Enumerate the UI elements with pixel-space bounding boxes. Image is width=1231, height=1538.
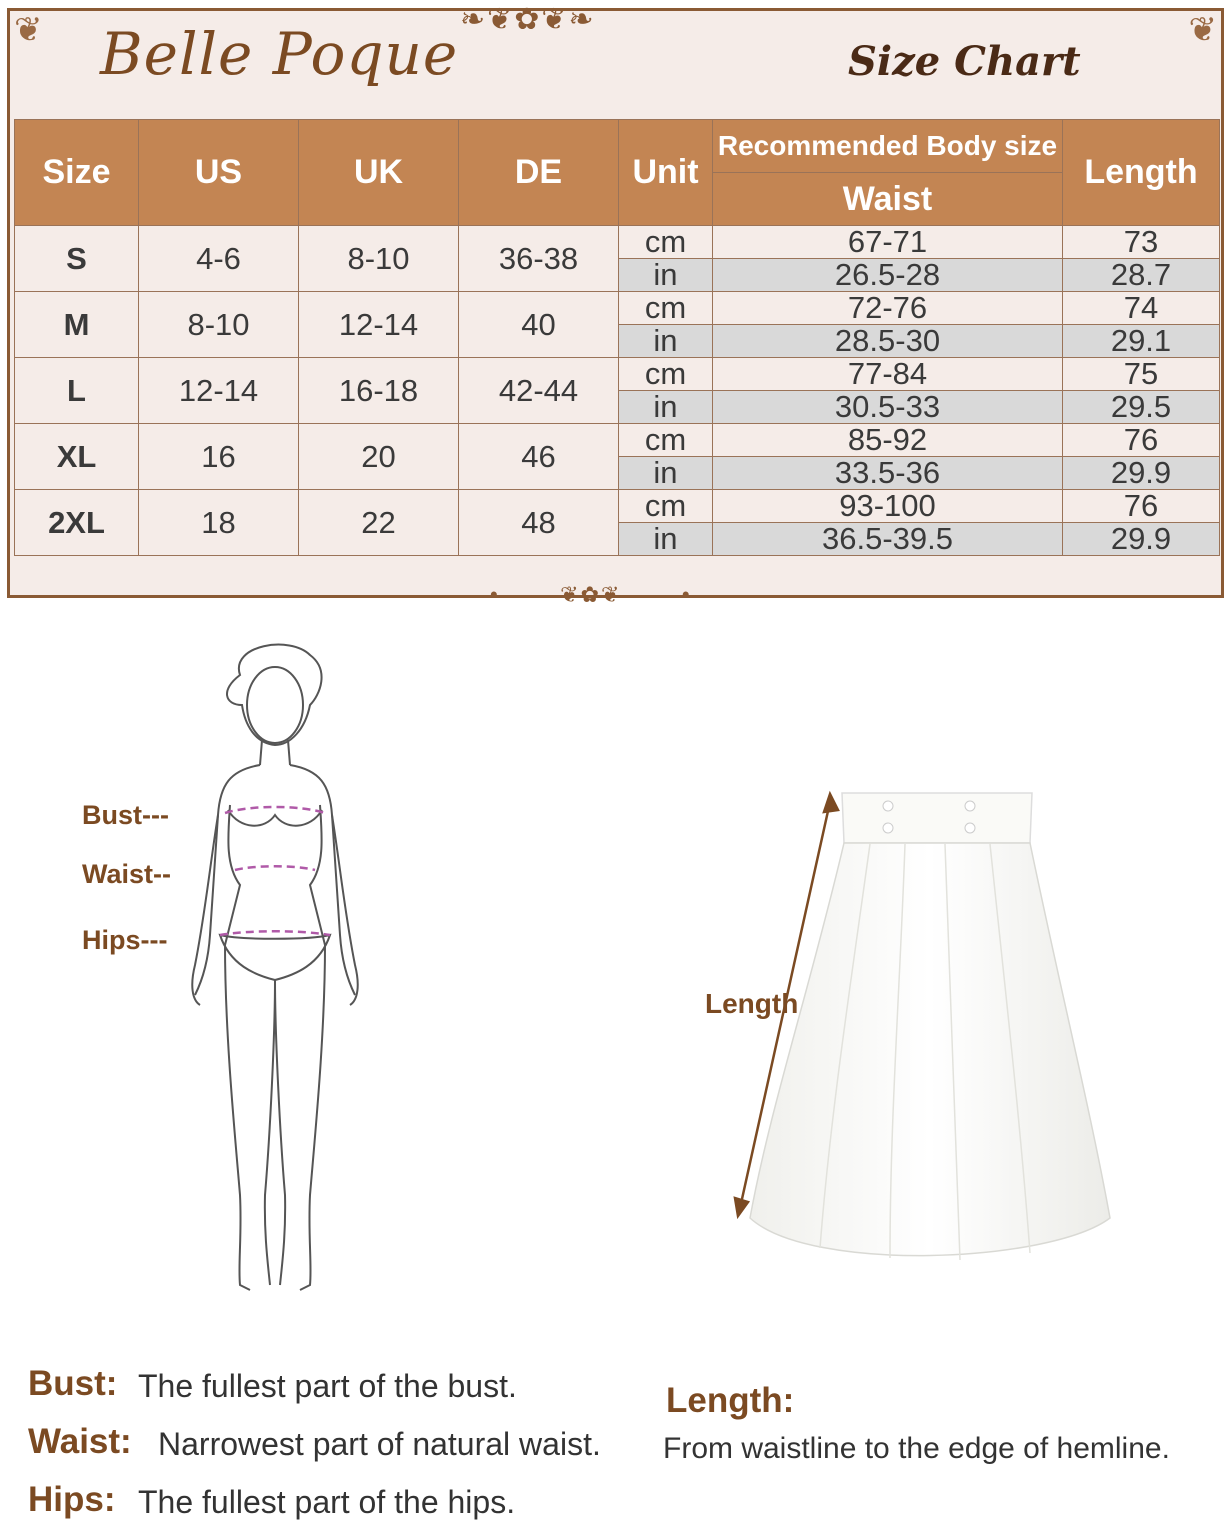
waist-cell: 36.5-39.5 <box>713 523 1063 556</box>
header-uk: UK <box>299 120 459 226</box>
unit-cell: in <box>619 325 713 358</box>
size-cell: S <box>15 226 139 292</box>
bust-term: Bust: <box>28 1364 118 1403</box>
bust-definition: The fullest part of the bust. <box>138 1368 517 1404</box>
length-cell: 75 <box>1063 358 1220 391</box>
length-cell: 73 <box>1063 226 1220 259</box>
unit-cell: in <box>619 457 713 490</box>
uk-cell: 8-10 <box>299 226 459 292</box>
us-cell: 12-14 <box>139 358 299 424</box>
uk-cell: 16-18 <box>299 358 459 424</box>
unit-cell: cm <box>619 358 713 391</box>
hips-term: Hips: <box>28 1480 116 1519</box>
waist-cell: 77-84 <box>713 358 1063 391</box>
unit-cell: cm <box>619 292 713 325</box>
header-recommended-body-size: Recommended Body size <box>713 120 1063 173</box>
length-cell: 76 <box>1063 490 1220 523</box>
length-label: Length <box>705 988 799 1019</box>
uk-cell: 12-14 <box>299 292 459 358</box>
uk-cell: 22 <box>299 490 459 556</box>
bust-label: Bust--- <box>82 800 169 830</box>
corner-ornament-left-icon: ❦ <box>14 11 43 49</box>
table-row <box>15 424 1220 457</box>
length-cell: 74 <box>1063 292 1220 325</box>
size-cell: 2XL <box>15 490 139 556</box>
bottom-flourish-icon: • - - - ❦✿❦ - - - • <box>490 582 692 607</box>
table-row <box>15 226 1220 259</box>
header-waist: Waist <box>713 173 1063 226</box>
unit-cell: cm <box>619 490 713 523</box>
header-us: US <box>139 120 299 226</box>
us-cell: 4-6 <box>139 226 299 292</box>
waist-cell: 28.5-30 <box>713 325 1063 358</box>
unit-cell: in <box>619 259 713 292</box>
us-cell: 8-10 <box>139 292 299 358</box>
length-cell: 76 <box>1063 424 1220 457</box>
unit-cell: in <box>619 523 713 556</box>
uk-cell: 20 <box>299 424 459 490</box>
length-cell: 28.7 <box>1063 259 1220 292</box>
body-figure-illustration <box>180 635 380 1300</box>
length-definition: From waistline to the edge of hemline. <box>663 1432 1170 1465</box>
length-cell: 29.9 <box>1063 457 1220 490</box>
top-flourish-icon: ❧❦✿❦❧ <box>460 3 596 36</box>
waist-cell: 33.5-36 <box>713 457 1063 490</box>
unit-cell: cm <box>619 424 713 457</box>
size-cell: L <box>15 358 139 424</box>
table-row <box>15 358 1220 391</box>
table-row <box>15 292 1220 325</box>
length-term: Length: <box>666 1381 795 1420</box>
hips-label: Hips--- <box>82 925 168 955</box>
de-cell: 42-44 <box>459 358 619 424</box>
de-cell: 46 <box>459 424 619 490</box>
us-cell: 16 <box>139 424 299 490</box>
us-cell: 18 <box>139 490 299 556</box>
page-title: Size Chart <box>848 38 1081 85</box>
unit-cell: cm <box>619 226 713 259</box>
de-cell: 36-38 <box>459 226 619 292</box>
header-length: Length <box>1063 120 1220 226</box>
corner-ornament-right-icon: ❦ <box>1188 11 1217 49</box>
waist-cell: 30.5-33 <box>713 391 1063 424</box>
table-row <box>15 490 1220 523</box>
size-cell: XL <box>15 424 139 490</box>
waist-cell: 93-100 <box>713 490 1063 523</box>
length-cell: 29.1 <box>1063 325 1220 358</box>
waist-term: Waist: <box>28 1422 132 1461</box>
skirt-illustration <box>730 788 1115 1273</box>
waist-cell: 85-92 <box>713 424 1063 457</box>
waist-definition: Narrowest part of natural waist. <box>158 1426 601 1462</box>
hips-definition: The fullest part of the hips. <box>138 1484 516 1520</box>
waist-label: Waist-- <box>82 859 171 889</box>
size-table <box>14 119 1220 556</box>
brand-logo: Belle Poque <box>100 20 459 88</box>
waist-cell: 67-71 <box>713 226 1063 259</box>
waist-cell: 72-76 <box>713 292 1063 325</box>
header-de: DE <box>459 120 619 226</box>
size-cell: M <box>15 292 139 358</box>
unit-cell: in <box>619 391 713 424</box>
de-cell: 48 <box>459 490 619 556</box>
header-size: Size <box>15 120 139 226</box>
waist-cell: 26.5-28 <box>713 259 1063 292</box>
de-cell: 40 <box>459 292 619 358</box>
length-cell: 29.5 <box>1063 391 1220 424</box>
length-cell: 29.9 <box>1063 523 1220 556</box>
header-unit: Unit <box>619 120 713 226</box>
